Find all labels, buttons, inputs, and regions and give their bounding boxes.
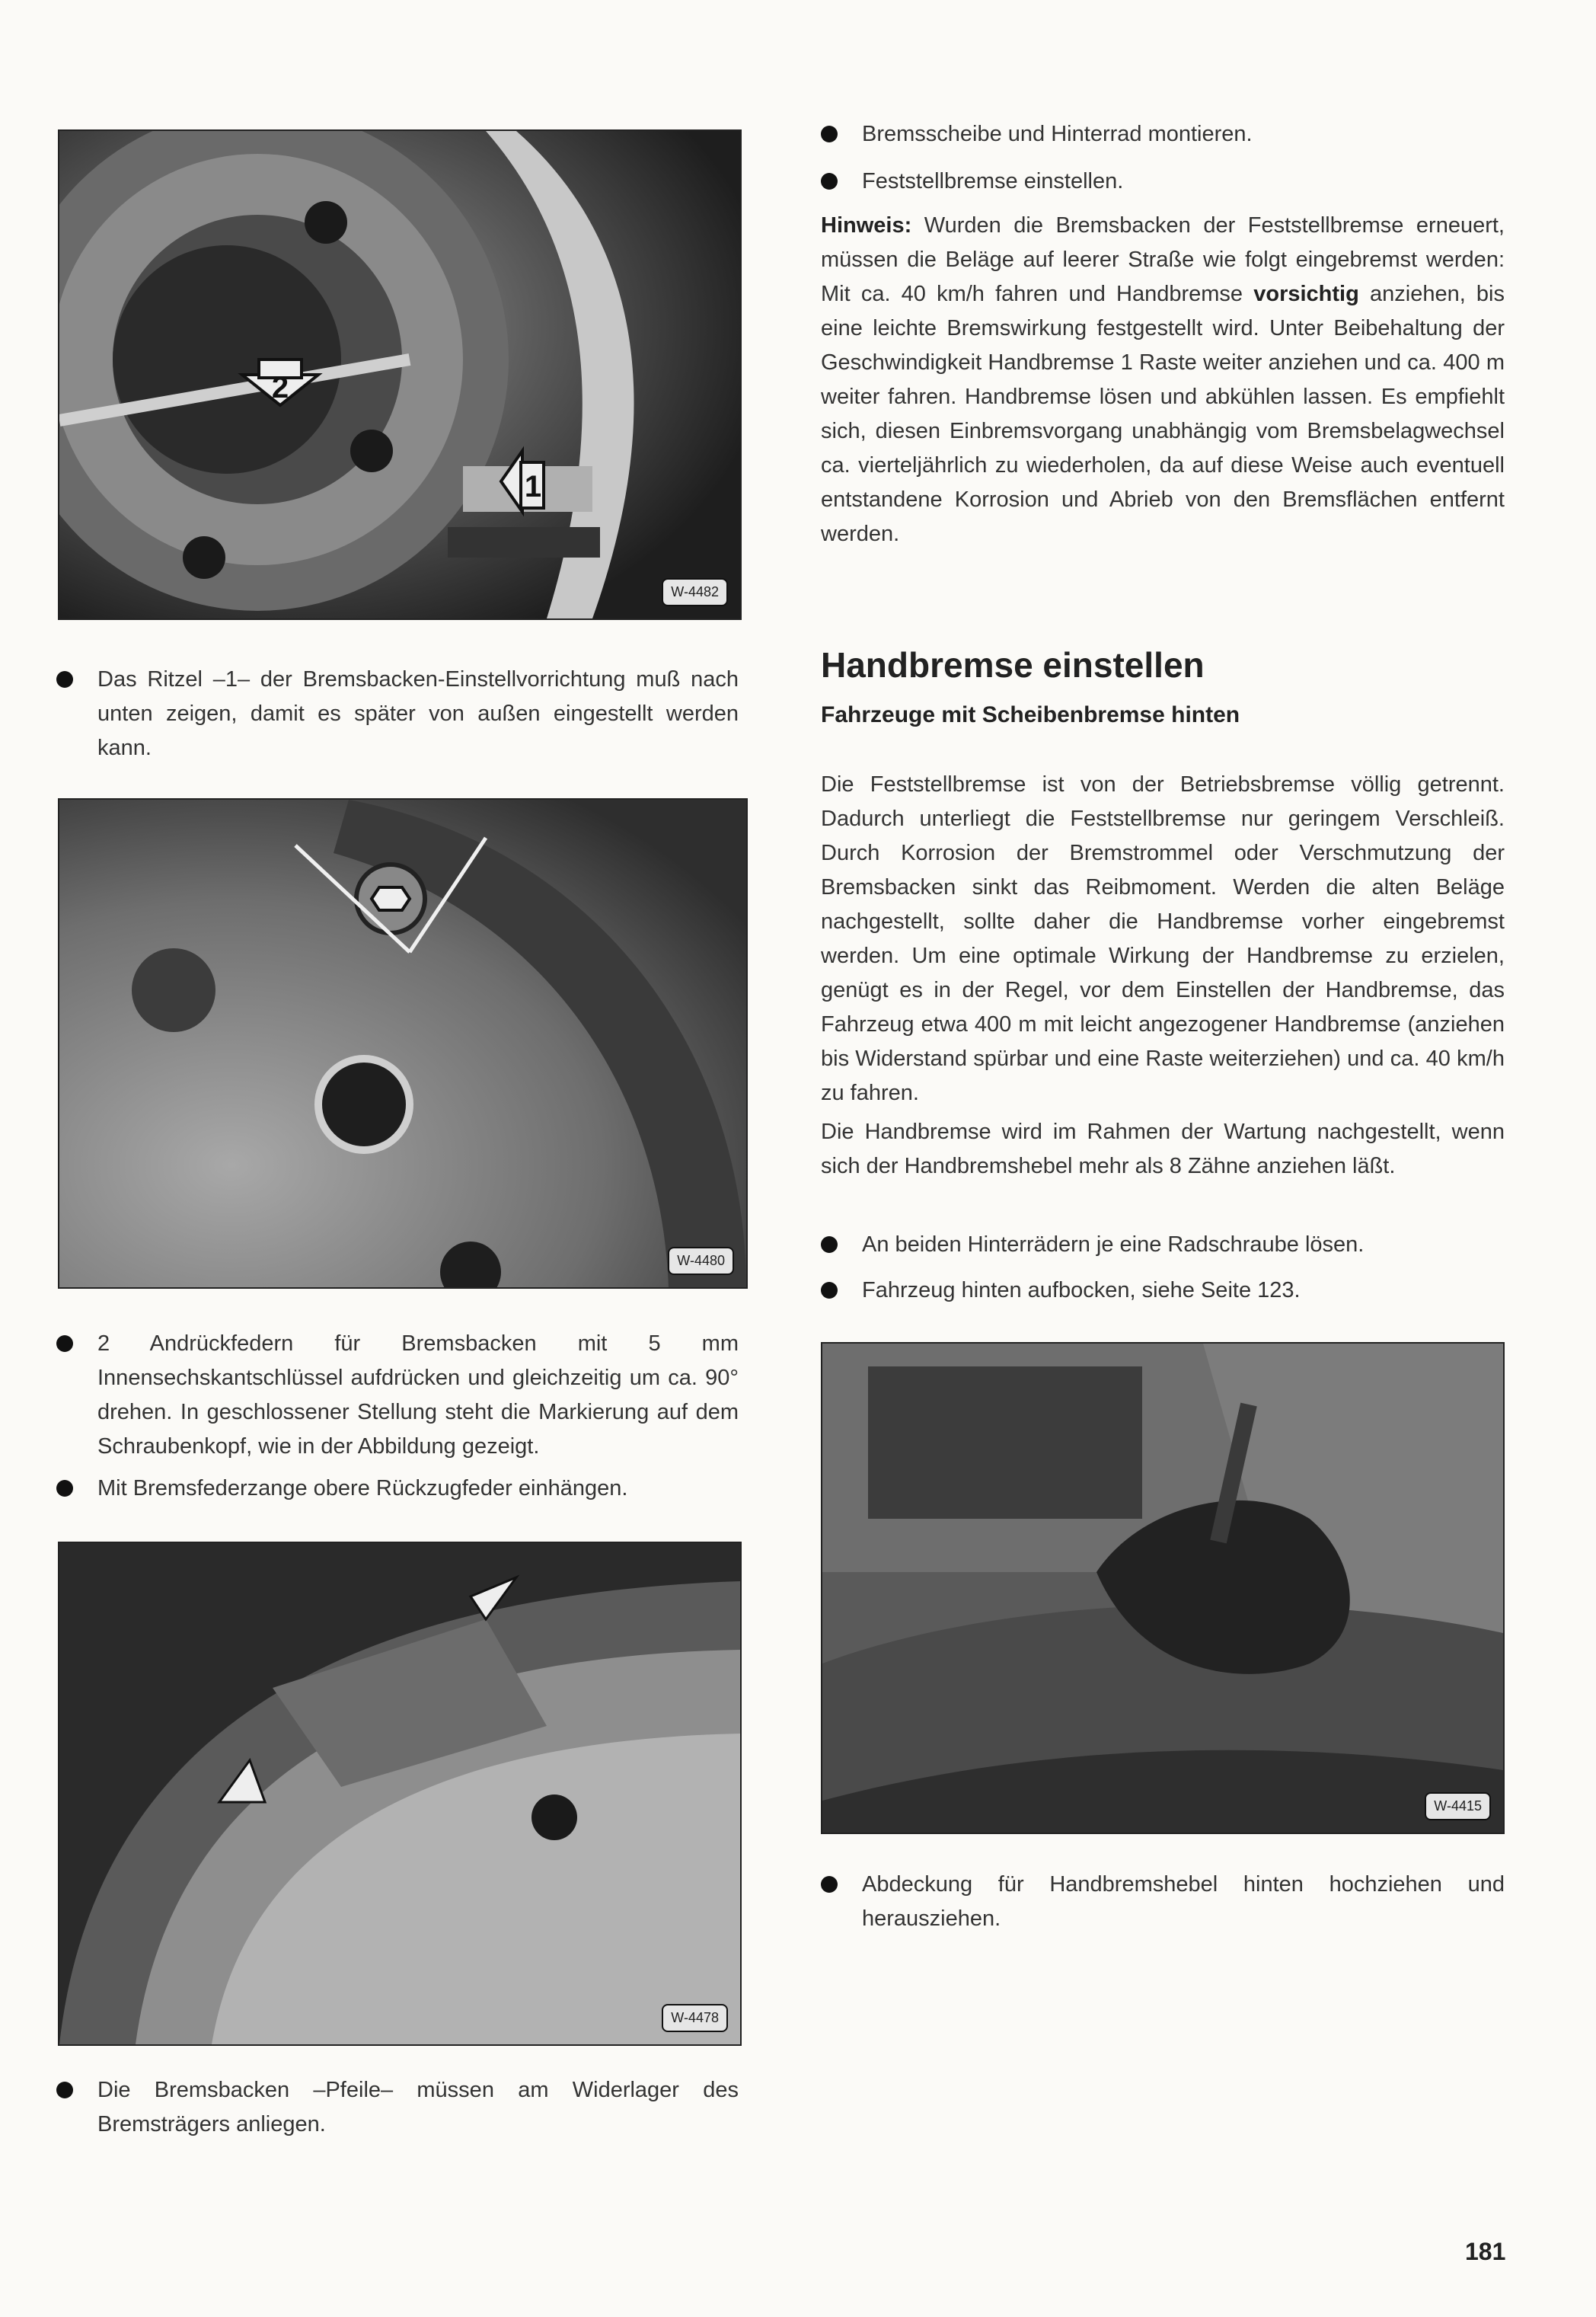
photo-brake-drum-hub-image: [59, 131, 740, 618]
hinweis-label: Hinweis:: [821, 213, 912, 238]
svg-text:1: 1: [524, 470, 542, 503]
left-bullet-1-text: Das Ritzel –1– der Bremsbacken-Einstellvorrichtung muß nach unten zeigen, damit es später von außen eingestellt werden kann.: [97, 667, 739, 760]
photo-brake-shoes-arrows: [58, 1542, 742, 2046]
right-bullet-2-text: Feststellbremse einstellen.: [862, 169, 1124, 193]
bullet-icon: [821, 1282, 838, 1299]
paragraph-1: Die Feststellbremse ist von der Betriebsbremse völlig getrennt. Dadurch unterliegt die Feststellbremse nur geringem Verschleiß. Durch Korrosion der Bremstrommel oder Verschmutzung der Bremsbacken sinkt das Reibmoment. Werden die alten Beläge nachgestellt, sollte daher die Handbremse vorher eingebremst werden. Um eine optimale Wirkung der Handbremse zu erzielen, genügt es in der Regel, vor dem Einstellen der Handbremse, das Fahrzeug etwa 400 m mit leicht angezogener Handbremse (anziehen bis Widerstand spürbar und eine Raste weiterziehen) und ca. 40 km/h zu fahren.: [821, 772, 1505, 1105]
right-bullet-1-text: Bremsscheibe und Hinterrad montieren.: [862, 122, 1253, 146]
photo-handbrake-lever: [821, 1342, 1505, 1834]
hinweis-text-a: Wurden die Bremsbacken der Feststellbremse erneuert, müssen die Beläge auf leerer Straße wie folgt eingebremst werden: Mit ca. 40 km/h fahren und Handbremse: [821, 213, 1505, 306]
figure-label: W-4482: [662, 578, 728, 606]
section-heading: Handbremse einstellen: [821, 645, 1205, 685]
left-bullet-3: [97, 1472, 739, 1506]
bullet-icon: [821, 173, 838, 190]
left-bullet-4-text: Die Bremsbacken –Pfeile– müssen am Widerlager des Bremsträgers anliegen.: [97, 2078, 739, 2136]
bullet-icon: [821, 1876, 838, 1893]
section-subheading: Fahrzeuge mit Scheibenbremse hinten: [821, 702, 1240, 727]
photo-brake-shoes-arrows-image: [59, 1543, 740, 2044]
right-bullet-5-text: Abdeckung für Handbremshebel hinten hochziehen und herausziehen.: [862, 1872, 1505, 1931]
figure-label: W-4478: [662, 2004, 728, 2032]
right-bullet-3: [862, 1228, 1505, 1262]
photo-brake-disc-adjuster-image: [59, 800, 746, 1287]
photo-brake-disc-adjuster: [58, 798, 748, 1289]
bullet-icon: [56, 1335, 73, 1352]
photo-handbrake-lever-image: [822, 1344, 1503, 1833]
right-bullet-4-text: Fahrzeug hinten aufbocken, siehe Seite 123.: [862, 1278, 1301, 1302]
left-bullet-3-text: Mit Bremsfederzange obere Rückzugfeder einhängen.: [97, 1476, 628, 1500]
paragraph-2: Die Handbremse wird im Rahmen der Wartung nachgestellt, wenn sich der Handbremshebel mehr als 8 Zähne anziehen läßt.: [821, 1120, 1505, 1178]
left-bullet-2: [97, 1327, 739, 1464]
hinweis-text-b: anziehen, bis eine leichte Bremswirkung festgestellt wird. Unter Beibehaltung der Geschwindigkeit Handbremse 1 Raste weiter anziehen und ca. 400 m weiter fahren. Handbremse lösen und abkühlen lassen. Es empfiehlt sich, diesen Einbremsvorgang unabhängig vom Bremsbelagwechsel ca. vierteljährlich zu wiederholen, da auf diese Weise auch eventuell entstandene Korrosion und Abrieb von den Bremsflächen entfernt werden.: [821, 282, 1505, 546]
right-bullet-3-text: An beiden Hinterrädern je eine Radschraube lösen.: [862, 1232, 1365, 1257]
hinweis-note: [821, 209, 1505, 551]
right-bullet-1: [862, 117, 1505, 152]
right-bullet-4: [862, 1274, 1505, 1308]
figure-label: W-4480: [668, 1247, 734, 1275]
left-bullet-2-text: 2 Andrückfedern für Bremsbacken mit 5 mm Innensechskantschlüssel aufdrücken und gleichzeitig um ca. 90° drehen. In geschlossener Stellung steht die Markierung auf dem Schraubenkopf, wie in der Abbildung gezeigt.: [97, 1331, 739, 1459]
right-bullet-5: [862, 1868, 1505, 1936]
hinweis-bold: vorsichtig: [1253, 282, 1359, 306]
bullet-icon: [56, 671, 73, 688]
left-bullet-1: [97, 663, 739, 765]
left-bullet-4: [97, 2073, 739, 2142]
page-number: 181: [1465, 2238, 1506, 2265]
photo-brake-drum-hub: [58, 129, 742, 620]
svg-text:2: 2: [271, 371, 289, 404]
figure-label: W-4415: [1425, 1792, 1491, 1820]
bullet-icon: [821, 126, 838, 142]
right-bullet-2: [862, 165, 1505, 199]
bullet-icon: [56, 1480, 73, 1497]
bullet-icon: [821, 1236, 838, 1253]
bullet-icon: [56, 2082, 73, 2098]
